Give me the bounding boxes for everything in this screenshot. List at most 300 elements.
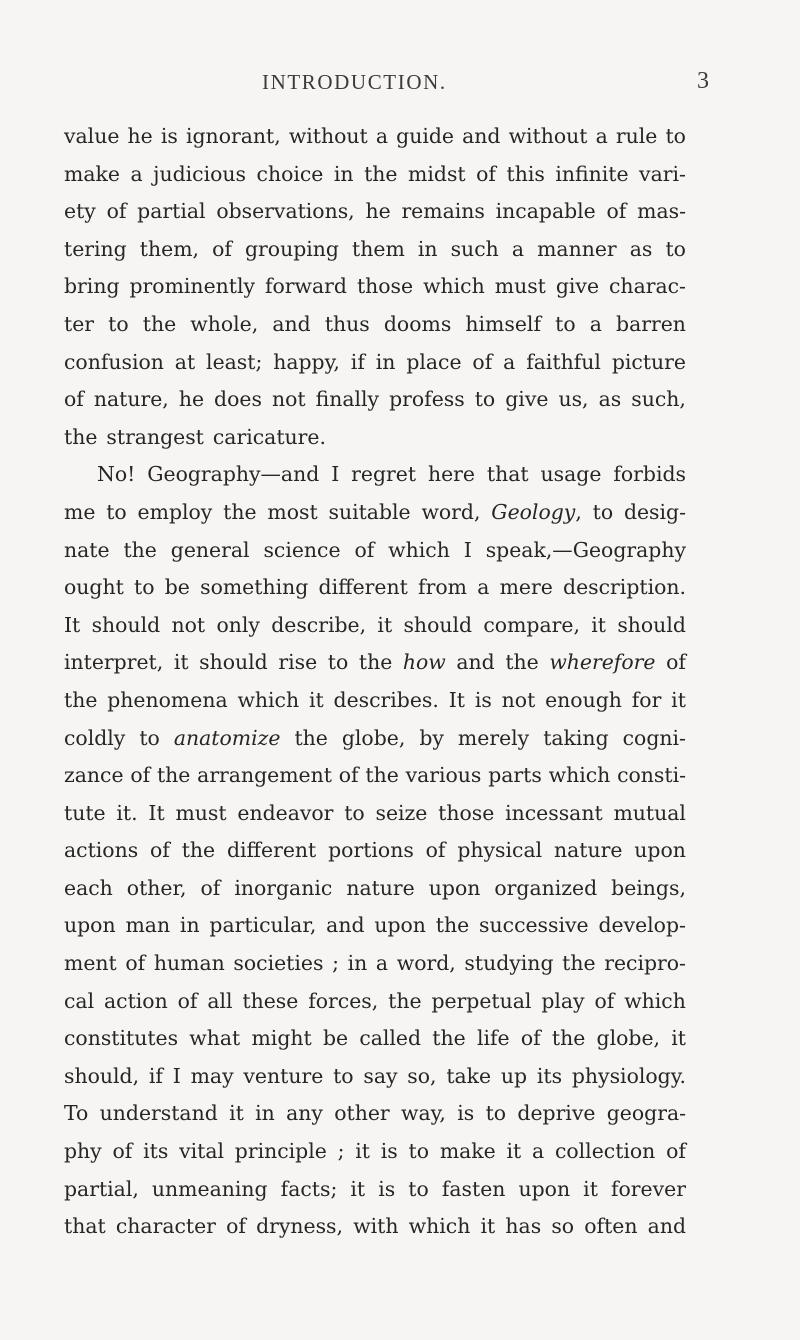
word: a (477, 575, 490, 600)
word: the (551, 1026, 586, 1051)
word: ; (332, 951, 339, 976)
text-line (64, 1208, 686, 1246)
word: the (562, 951, 596, 976)
word: with (353, 1214, 399, 1239)
word: that (64, 1214, 106, 1239)
word: up (500, 1063, 528, 1088)
word: profess (389, 387, 465, 412)
text-line (64, 494, 686, 532)
word: to (555, 311, 576, 336)
word: fasten (441, 1176, 506, 1201)
word: of (150, 838, 170, 863)
word: called (359, 1026, 422, 1051)
word: a (375, 124, 389, 148)
word: facts; (280, 1176, 338, 1201)
word: a (511, 236, 524, 261)
word: is (474, 687, 492, 712)
word: tute (64, 800, 106, 825)
word: to (134, 575, 155, 600)
word: it (308, 687, 324, 712)
word: ter (64, 311, 95, 336)
word: of (520, 1026, 541, 1051)
word: collection (554, 1139, 656, 1164)
word: forever (610, 1176, 686, 1201)
word: I (331, 462, 340, 487)
word: as (629, 236, 653, 261)
word: from (418, 575, 467, 600)
word: a (375, 951, 389, 976)
text-line (64, 870, 686, 908)
word: choice (256, 161, 324, 186)
word: describe, (271, 612, 367, 637)
word: arrangement (197, 763, 332, 788)
word: prominently (129, 274, 255, 299)
text-line (64, 532, 686, 570)
word: to (665, 124, 686, 148)
word: which (624, 988, 686, 1013)
text-line (64, 419, 686, 457)
word: to (106, 499, 127, 524)
word: place (406, 349, 462, 374)
word: tering (64, 236, 127, 261)
word: man (125, 913, 171, 938)
word: describes. (333, 687, 439, 712)
word: the (364, 161, 398, 186)
word: the (388, 988, 422, 1013)
word: grouping (245, 236, 339, 261)
word: to (139, 725, 160, 750)
word: inorganic (234, 875, 333, 900)
word: to (108, 311, 129, 336)
word: to (408, 1139, 430, 1164)
word: us, (558, 387, 589, 412)
word: might (251, 1026, 312, 1051)
word: of (130, 763, 151, 788)
word: interpret, (64, 650, 164, 675)
word: dryness, (256, 1214, 344, 1239)
word: a (130, 161, 143, 186)
word: It (448, 687, 465, 712)
word: and (456, 650, 495, 675)
word: actions (64, 838, 139, 863)
word: ment (64, 951, 117, 976)
word: upon (634, 838, 686, 863)
word: he (365, 199, 391, 224)
word: forbids (613, 462, 686, 487)
word: partial (137, 199, 206, 224)
word: zance (64, 763, 124, 788)
word: upon (64, 913, 116, 938)
word: the (435, 913, 470, 938)
text-line (64, 682, 686, 720)
text-line (64, 1020, 686, 1058)
text-line (64, 193, 686, 231)
word: forward (264, 274, 347, 299)
word: the (123, 537, 157, 562)
word: does (214, 387, 262, 412)
word: societies (233, 951, 324, 976)
word: himself (465, 311, 541, 336)
word: of (354, 537, 375, 562)
word: coldly (64, 725, 126, 750)
word: observations, (216, 199, 355, 224)
text-line (64, 569, 686, 607)
word: the (432, 1026, 466, 1051)
word: to (344, 800, 365, 825)
word: of (476, 161, 496, 186)
word: beings, (611, 875, 686, 900)
word: ignorant, (185, 124, 281, 148)
word: consti- (617, 763, 686, 788)
word: in (347, 951, 368, 976)
word: its (536, 1063, 563, 1088)
word: and (326, 913, 365, 938)
word: of (112, 1139, 133, 1164)
word: various (405, 763, 482, 788)
word: which (237, 687, 300, 712)
word: No! (97, 462, 136, 487)
word: successive (479, 913, 589, 938)
word: enough (545, 687, 622, 712)
word: mutual (613, 800, 686, 825)
text-line (64, 268, 686, 306)
word: Geology, (491, 499, 582, 524)
word: incessant (505, 800, 603, 825)
word: general (170, 537, 250, 562)
word: them (352, 236, 405, 261)
word: ought (64, 575, 124, 600)
word: other (334, 1101, 390, 1126)
text-line (64, 945, 686, 983)
word: only (216, 612, 260, 637)
word: a (503, 349, 516, 374)
word: globe, (596, 1026, 660, 1051)
word: the (358, 650, 393, 675)
word: is (380, 1139, 398, 1164)
word: each (64, 875, 113, 900)
word: of (226, 1214, 246, 1239)
word: barren (616, 311, 686, 336)
word: understand (99, 1101, 218, 1126)
word: take (446, 1063, 492, 1088)
text-line (64, 1095, 686, 1133)
word: thus (324, 311, 370, 336)
word: so (551, 1214, 575, 1239)
word: action (104, 988, 168, 1013)
word: it (583, 1176, 598, 1201)
word: he (127, 124, 153, 148)
word: organized (494, 875, 598, 900)
word: any (286, 1101, 323, 1126)
word: should (403, 612, 473, 637)
text-line (64, 1058, 686, 1096)
word: I (463, 537, 472, 562)
word: should, (64, 1063, 140, 1088)
word: portions (328, 838, 414, 863)
word: the (142, 311, 177, 336)
word: not (501, 687, 536, 712)
word: picture (611, 349, 686, 374)
text-line (64, 1133, 686, 1171)
text-line (64, 983, 686, 1021)
word: anatomize (173, 725, 281, 750)
word: make (439, 1139, 496, 1164)
word: how (402, 650, 446, 675)
word: and (462, 124, 501, 148)
text-line (64, 720, 686, 758)
word: upon (428, 875, 481, 900)
word: Geography—and (147, 462, 320, 487)
word: of (666, 650, 686, 675)
text-line (64, 1171, 686, 1209)
word: employ (137, 499, 213, 524)
word: at (174, 349, 196, 374)
word: life (476, 1026, 510, 1051)
word: desig- (623, 499, 686, 524)
word: the (294, 725, 328, 750)
word: me (64, 499, 96, 524)
word: vari- (639, 161, 686, 186)
word: incapable (495, 199, 596, 224)
text-line (64, 456, 686, 494)
word: of (594, 988, 615, 1013)
word: of (125, 951, 146, 976)
word: in (375, 349, 396, 374)
word: of (666, 1139, 686, 1164)
word: nate (64, 537, 110, 562)
body-text (64, 118, 686, 1246)
word: To (64, 1101, 89, 1126)
text-line (64, 231, 686, 269)
word: to (592, 499, 614, 524)
word: most (267, 499, 318, 524)
word: finally (315, 387, 380, 412)
word: to (665, 236, 686, 261)
word: way, (401, 1101, 446, 1126)
word: such (450, 236, 499, 261)
word: physiology. (571, 1063, 686, 1088)
word: confusion (64, 349, 164, 374)
word: it (377, 612, 393, 637)
word: forces, (308, 988, 379, 1013)
word: seize (375, 800, 428, 825)
word: of (200, 875, 221, 900)
word: in (417, 236, 438, 261)
word: partial, (64, 1176, 139, 1201)
word: to (485, 1101, 507, 1126)
word: taking (543, 725, 609, 750)
word: be (164, 575, 190, 600)
word: it (350, 1176, 366, 1201)
word: physical (457, 838, 543, 863)
word: faithful (526, 349, 601, 374)
word: not (271, 387, 306, 412)
word: to (408, 1176, 429, 1201)
word: may (190, 1063, 234, 1088)
word: mas- (637, 199, 686, 224)
word: something (200, 575, 309, 600)
word: such, (631, 387, 686, 412)
word: happy, (273, 349, 340, 374)
word: of (64, 387, 84, 412)
word: the (505, 650, 539, 675)
text-line (64, 795, 686, 833)
word: without (288, 124, 368, 148)
word: studying (464, 951, 554, 976)
word: parts (488, 763, 542, 788)
word: dooms (383, 311, 452, 336)
word: a (532, 1139, 545, 1164)
word: constitutes (64, 1026, 179, 1051)
text-line (64, 381, 686, 419)
word: in (255, 1101, 275, 1126)
word: the (156, 763, 191, 788)
word: play (541, 988, 585, 1013)
word: speak,—Geography (485, 537, 686, 562)
word: usage (540, 462, 602, 487)
word: to (327, 650, 349, 675)
word: develop- (598, 913, 686, 938)
word: caricature. (212, 424, 326, 449)
word: upon (374, 913, 426, 938)
word: in (333, 161, 354, 186)
word: manner (537, 236, 617, 261)
text-line (64, 118, 686, 156)
word: this (506, 161, 545, 186)
word: cogni- (622, 725, 686, 750)
word: not (171, 612, 206, 637)
word: it (480, 1214, 496, 1239)
word: if (350, 349, 365, 374)
word: compare, (483, 612, 580, 637)
word: character (115, 1214, 216, 1239)
word: guide (396, 124, 454, 148)
word: it (671, 1026, 686, 1051)
running-head: INTRODUCTION. (262, 70, 447, 94)
word: upon (518, 1176, 571, 1201)
word: midst (408, 161, 466, 186)
word: deprive (517, 1101, 596, 1126)
word: judicious (153, 161, 246, 186)
word: nature, (93, 387, 169, 412)
word: a (589, 311, 602, 336)
word: remains (401, 199, 485, 224)
word: ; (337, 1139, 345, 1164)
word: must (175, 800, 227, 825)
word: bring (64, 274, 120, 299)
word: it (173, 650, 189, 675)
word: its (143, 1139, 169, 1164)
word: as (598, 387, 622, 412)
word: of (425, 838, 446, 863)
word: which (388, 537, 450, 562)
text-line (64, 306, 686, 344)
text-line (64, 757, 686, 795)
word: nature (554, 838, 623, 863)
word: cal (64, 988, 95, 1013)
word: give (555, 274, 600, 299)
word: is (457, 1101, 475, 1126)
word: if (148, 1063, 163, 1088)
word: perpetual (431, 988, 532, 1013)
word: principle (234, 1139, 327, 1164)
word: the (64, 687, 98, 712)
word: make (64, 161, 120, 186)
word: should (617, 612, 686, 637)
word: it (506, 1139, 522, 1164)
word: it (591, 612, 606, 637)
word: of (177, 988, 198, 1013)
word: the (365, 763, 399, 788)
word: to (333, 1063, 354, 1088)
word: and (272, 311, 311, 336)
word: particular, (209, 913, 317, 938)
word: description. (563, 575, 686, 600)
word: which (423, 274, 485, 299)
word: vital (179, 1139, 224, 1164)
word: of (212, 236, 232, 261)
word: a (595, 124, 608, 148)
word: phy (64, 1139, 102, 1164)
word: is (160, 124, 178, 148)
word: recipro- (604, 951, 686, 976)
word: those (438, 800, 495, 825)
word: the (64, 424, 98, 449)
word: has (505, 1214, 542, 1239)
word: It (64, 612, 81, 637)
word: nature (346, 875, 415, 900)
word: human (153, 951, 225, 976)
word: science (263, 537, 341, 562)
word: rule (615, 124, 658, 148)
word: without (508, 124, 588, 148)
word: mere (499, 575, 553, 600)
text-line (64, 832, 686, 870)
word: endeavor (237, 800, 334, 825)
word: of (106, 199, 127, 224)
word: different (226, 838, 317, 863)
word: all (207, 988, 233, 1013)
word: in (179, 913, 200, 938)
word: unmeaning (151, 1176, 268, 1201)
word: these (242, 988, 299, 1013)
word: which (548, 763, 611, 788)
word: geogra- (606, 1101, 686, 1126)
word: it (671, 687, 686, 712)
word: other, (126, 875, 187, 900)
text-line (64, 907, 686, 945)
word: different (318, 575, 408, 600)
word: venture (243, 1063, 324, 1088)
word: it (229, 1101, 244, 1126)
word: infinite (555, 161, 629, 186)
word: whole, (190, 311, 259, 336)
text-line (64, 156, 686, 194)
word: here (427, 462, 475, 487)
word: It (148, 800, 165, 825)
word: rise (278, 650, 318, 675)
word: globe, (341, 725, 406, 750)
word: for (631, 687, 662, 712)
word: suitable (328, 499, 411, 524)
word: strangest (106, 424, 204, 449)
word: I (172, 1063, 181, 1088)
word: he (178, 387, 205, 412)
word: charac- (609, 274, 686, 299)
word: phenomena (107, 687, 228, 712)
word: the (181, 838, 216, 863)
word: word, (421, 499, 481, 524)
